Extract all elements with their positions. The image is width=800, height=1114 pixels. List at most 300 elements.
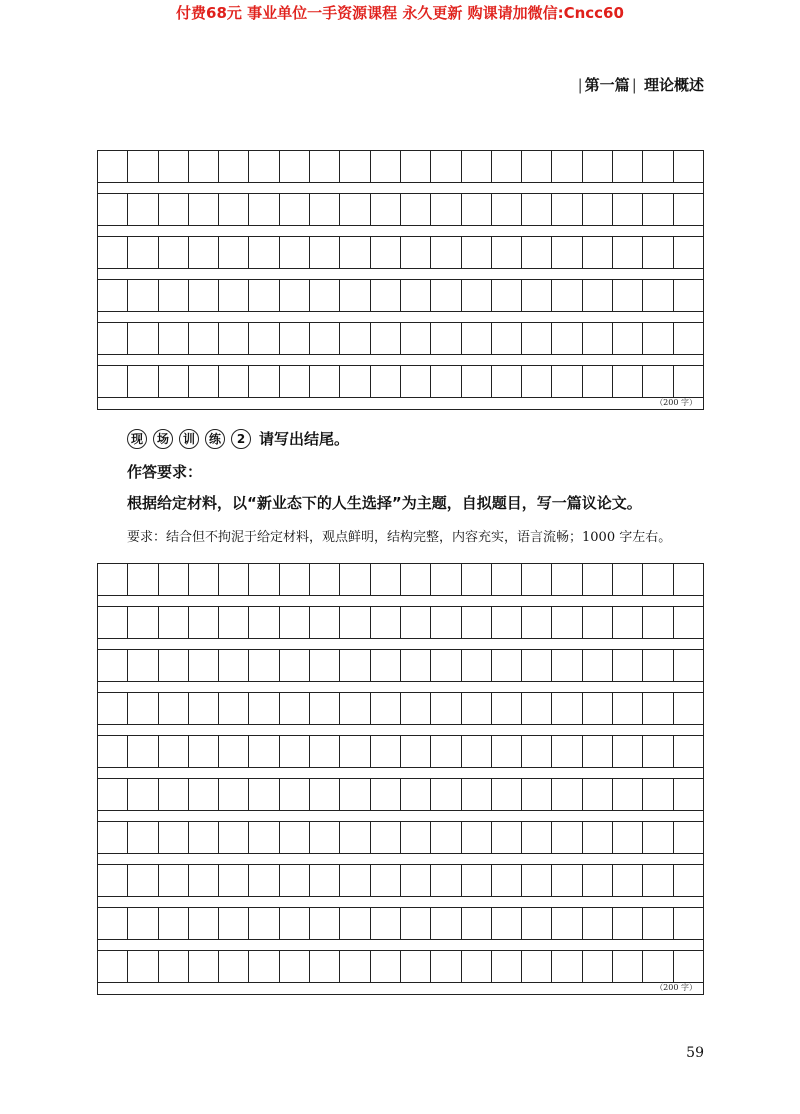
grid-cell[interactable] <box>462 736 492 767</box>
grid-cell[interactable] <box>280 366 310 397</box>
grid-cell[interactable] <box>522 323 552 354</box>
grid-cell[interactable] <box>431 951 461 982</box>
grid-cell[interactable] <box>189 736 219 767</box>
grid-cell[interactable] <box>583 194 613 225</box>
grid-cell[interactable] <box>552 951 582 982</box>
grid-cell[interactable] <box>522 908 552 939</box>
grid-cell[interactable] <box>583 280 613 311</box>
grid-cell[interactable] <box>462 194 492 225</box>
grid-cell[interactable] <box>128 822 158 853</box>
grid-cell[interactable] <box>583 650 613 681</box>
grid-cell[interactable] <box>552 564 582 595</box>
grid-cell[interactable] <box>128 564 158 595</box>
grid-cell[interactable] <box>249 237 279 268</box>
grid-cell[interactable] <box>492 564 522 595</box>
grid-cell[interactable] <box>462 564 492 595</box>
grid-cell[interactable] <box>219 194 249 225</box>
grid-cell[interactable] <box>219 693 249 724</box>
grid-cell[interactable] <box>613 194 643 225</box>
grid-cell[interactable] <box>674 237 703 268</box>
grid-cell[interactable] <box>189 323 219 354</box>
grid-cell[interactable] <box>189 237 219 268</box>
grid-cell[interactable] <box>98 650 128 681</box>
grid-cell[interactable] <box>462 693 492 724</box>
grid-cell[interactable] <box>159 951 189 982</box>
grid-cell[interactable] <box>371 908 401 939</box>
grid-cell[interactable] <box>643 564 673 595</box>
grid-cell[interactable] <box>492 151 522 182</box>
grid-cell[interactable] <box>128 237 158 268</box>
grid-cell[interactable] <box>219 779 249 810</box>
grid-cell[interactable] <box>552 865 582 896</box>
grid-cell[interactable] <box>340 151 370 182</box>
grid-cell[interactable] <box>462 650 492 681</box>
grid-cell[interactable] <box>552 280 582 311</box>
grid-cell[interactable] <box>280 607 310 638</box>
grid-cell[interactable] <box>371 650 401 681</box>
grid-cell[interactable] <box>280 908 310 939</box>
grid-cell[interactable] <box>280 237 310 268</box>
grid-cell[interactable] <box>340 194 370 225</box>
grid-cell[interactable] <box>401 323 431 354</box>
grid-cell[interactable] <box>643 194 673 225</box>
grid-cell[interactable] <box>583 908 613 939</box>
grid-cell[interactable] <box>492 650 522 681</box>
grid-cell[interactable] <box>401 865 431 896</box>
grid-cell[interactable] <box>583 607 613 638</box>
grid-cell[interactable] <box>613 607 643 638</box>
grid-cell[interactable] <box>674 693 703 724</box>
grid-cell[interactable] <box>462 951 492 982</box>
grid-cell[interactable] <box>462 865 492 896</box>
grid-cell[interactable] <box>522 865 552 896</box>
grid-cell[interactable] <box>249 607 279 638</box>
grid-cell[interactable] <box>189 151 219 182</box>
grid-cell[interactable] <box>159 607 189 638</box>
grid-cell[interactable] <box>219 366 249 397</box>
grid-cell[interactable] <box>401 151 431 182</box>
grid-cell[interactable] <box>280 194 310 225</box>
grid-cell[interactable] <box>159 194 189 225</box>
grid-cell[interactable] <box>552 366 582 397</box>
grid-cell[interactable] <box>552 822 582 853</box>
grid-cell[interactable] <box>98 280 128 311</box>
grid-cell[interactable] <box>159 908 189 939</box>
grid-cell[interactable] <box>462 323 492 354</box>
grid-cell[interactable] <box>522 822 552 853</box>
grid-cell[interactable] <box>643 650 673 681</box>
grid-cell[interactable] <box>159 280 189 311</box>
grid-cell[interactable] <box>492 366 522 397</box>
grid-cell[interactable] <box>189 908 219 939</box>
grid-cell[interactable] <box>219 951 249 982</box>
grid-cell[interactable] <box>401 908 431 939</box>
grid-cell[interactable] <box>492 194 522 225</box>
grid-cell[interactable] <box>613 951 643 982</box>
grid-cell[interactable] <box>643 237 673 268</box>
grid-cell[interactable] <box>98 323 128 354</box>
grid-cell[interactable] <box>159 779 189 810</box>
grid-cell[interactable] <box>371 951 401 982</box>
grid-cell[interactable] <box>552 151 582 182</box>
grid-cell[interactable] <box>189 194 219 225</box>
grid-cell[interactable] <box>674 865 703 896</box>
grid-cell[interactable] <box>371 736 401 767</box>
grid-cell[interactable] <box>522 237 552 268</box>
grid-cell[interactable] <box>340 280 370 311</box>
grid-cell[interactable] <box>583 151 613 182</box>
grid-cell[interactable] <box>371 194 401 225</box>
grid-cell[interactable] <box>492 908 522 939</box>
grid-cell[interactable] <box>674 366 703 397</box>
grid-cell[interactable] <box>219 237 249 268</box>
grid-cell[interactable] <box>522 607 552 638</box>
writing-grid-top[interactable] <box>97 150 704 410</box>
grid-cell[interactable] <box>401 951 431 982</box>
grid-cell[interactable] <box>431 693 461 724</box>
grid-cell[interactable] <box>583 779 613 810</box>
grid-cell[interactable] <box>310 280 340 311</box>
grid-cell[interactable] <box>462 366 492 397</box>
grid-cell[interactable] <box>462 822 492 853</box>
grid-cell[interactable] <box>128 323 158 354</box>
grid-cell[interactable] <box>128 607 158 638</box>
grid-cell[interactable] <box>310 366 340 397</box>
grid-cell[interactable] <box>674 564 703 595</box>
grid-cell[interactable] <box>310 194 340 225</box>
grid-cell[interactable] <box>583 564 613 595</box>
grid-cell[interactable] <box>189 564 219 595</box>
grid-cell[interactable] <box>643 693 673 724</box>
grid-cell[interactable] <box>189 822 219 853</box>
grid-cell[interactable] <box>401 194 431 225</box>
grid-cell[interactable] <box>310 237 340 268</box>
grid-cell[interactable] <box>613 865 643 896</box>
grid-cell[interactable] <box>583 693 613 724</box>
grid-cell[interactable] <box>552 607 582 638</box>
grid-cell[interactable] <box>219 280 249 311</box>
grid-cell[interactable] <box>613 237 643 268</box>
grid-cell[interactable] <box>674 822 703 853</box>
grid-cell[interactable] <box>492 237 522 268</box>
grid-cell[interactable] <box>371 323 401 354</box>
grid-cell[interactable] <box>159 366 189 397</box>
grid-cell[interactable] <box>674 736 703 767</box>
grid-cell[interactable] <box>128 908 158 939</box>
grid-cell[interactable] <box>128 650 158 681</box>
grid-cell[interactable] <box>522 564 552 595</box>
grid-cell[interactable] <box>431 323 461 354</box>
grid-cell[interactable] <box>431 650 461 681</box>
grid-cell[interactable] <box>431 865 461 896</box>
grid-cell[interactable] <box>583 822 613 853</box>
grid-cell[interactable] <box>189 607 219 638</box>
grid-cell[interactable] <box>189 779 219 810</box>
grid-cell[interactable] <box>98 607 128 638</box>
grid-cell[interactable] <box>371 564 401 595</box>
grid-cell[interactable] <box>492 323 522 354</box>
grid-cell[interactable] <box>522 736 552 767</box>
grid-cell[interactable] <box>280 693 310 724</box>
grid-cell[interactable] <box>340 607 370 638</box>
grid-cell[interactable] <box>431 194 461 225</box>
grid-cell[interactable] <box>613 908 643 939</box>
grid-cell[interactable] <box>674 194 703 225</box>
grid-cell[interactable] <box>159 650 189 681</box>
grid-cell[interactable] <box>583 237 613 268</box>
grid-cell[interactable] <box>219 607 249 638</box>
grid-cell[interactable] <box>249 822 279 853</box>
grid-cell[interactable] <box>98 564 128 595</box>
grid-cell[interactable] <box>159 151 189 182</box>
grid-cell[interactable] <box>310 822 340 853</box>
grid-cell[interactable] <box>340 908 370 939</box>
grid-cell[interactable] <box>462 151 492 182</box>
grid-cell[interactable] <box>159 564 189 595</box>
grid-cell[interactable] <box>189 366 219 397</box>
grid-cell[interactable] <box>98 366 128 397</box>
grid-cell[interactable] <box>401 650 431 681</box>
grid-cell[interactable] <box>522 650 552 681</box>
grid-cell[interactable] <box>98 736 128 767</box>
grid-cell[interactable] <box>340 237 370 268</box>
grid-cell[interactable] <box>189 280 219 311</box>
grid-cell[interactable] <box>674 951 703 982</box>
grid-cell[interactable] <box>462 779 492 810</box>
grid-cell[interactable] <box>613 779 643 810</box>
grid-cell[interactable] <box>280 151 310 182</box>
grid-cell[interactable] <box>128 865 158 896</box>
grid-cell[interactable] <box>249 650 279 681</box>
grid-cell[interactable] <box>522 951 552 982</box>
grid-cell[interactable] <box>613 280 643 311</box>
grid-cell[interactable] <box>613 366 643 397</box>
grid-cell[interactable] <box>674 908 703 939</box>
grid-cell[interactable] <box>219 865 249 896</box>
grid-cell[interactable] <box>613 736 643 767</box>
grid-cell[interactable] <box>249 564 279 595</box>
grid-cell[interactable] <box>431 908 461 939</box>
grid-cell[interactable] <box>462 607 492 638</box>
grid-cell[interactable] <box>98 237 128 268</box>
grid-cell[interactable] <box>583 865 613 896</box>
grid-cell[interactable] <box>401 280 431 311</box>
grid-cell[interactable] <box>128 951 158 982</box>
grid-cell[interactable] <box>310 736 340 767</box>
grid-cell[interactable] <box>492 865 522 896</box>
grid-cell[interactable] <box>492 736 522 767</box>
grid-cell[interactable] <box>310 323 340 354</box>
grid-cell[interactable] <box>219 564 249 595</box>
grid-cell[interactable] <box>219 323 249 354</box>
grid-cell[interactable] <box>674 607 703 638</box>
grid-cell[interactable] <box>643 779 673 810</box>
grid-cell[interactable] <box>98 951 128 982</box>
grid-cell[interactable] <box>643 865 673 896</box>
grid-cell[interactable] <box>249 865 279 896</box>
grid-cell[interactable] <box>310 650 340 681</box>
grid-cell[interactable] <box>674 650 703 681</box>
grid-cell[interactable] <box>98 822 128 853</box>
grid-cell[interactable] <box>310 151 340 182</box>
grid-cell[interactable] <box>340 323 370 354</box>
grid-cell[interactable] <box>310 693 340 724</box>
grid-cell[interactable] <box>674 151 703 182</box>
grid-cell[interactable] <box>98 908 128 939</box>
grid-cell[interactable] <box>280 865 310 896</box>
grid-cell[interactable] <box>159 237 189 268</box>
grid-cell[interactable] <box>552 194 582 225</box>
grid-cell[interactable] <box>128 194 158 225</box>
grid-cell[interactable] <box>219 736 249 767</box>
grid-cell[interactable] <box>431 779 461 810</box>
grid-cell[interactable] <box>249 323 279 354</box>
grid-cell[interactable] <box>128 151 158 182</box>
grid-cell[interactable] <box>371 151 401 182</box>
grid-cell[interactable] <box>98 194 128 225</box>
grid-cell[interactable] <box>310 951 340 982</box>
grid-cell[interactable] <box>98 865 128 896</box>
grid-cell[interactable] <box>431 237 461 268</box>
grid-cell[interactable] <box>431 607 461 638</box>
grid-cell[interactable] <box>522 693 552 724</box>
grid-cell[interactable] <box>310 779 340 810</box>
grid-cell[interactable] <box>462 237 492 268</box>
grid-cell[interactable] <box>159 693 189 724</box>
grid-cell[interactable] <box>340 366 370 397</box>
grid-cell[interactable] <box>462 908 492 939</box>
grid-cell[interactable] <box>340 951 370 982</box>
grid-cell[interactable] <box>522 366 552 397</box>
grid-cell[interactable] <box>310 607 340 638</box>
grid-cell[interactable] <box>674 323 703 354</box>
grid-cell[interactable] <box>401 607 431 638</box>
grid-cell[interactable] <box>552 779 582 810</box>
grid-cell[interactable] <box>431 736 461 767</box>
grid-cell[interactable] <box>249 908 279 939</box>
grid-cell[interactable] <box>583 366 613 397</box>
grid-cell[interactable] <box>643 951 673 982</box>
grid-cell[interactable] <box>371 607 401 638</box>
grid-cell[interactable] <box>128 693 158 724</box>
grid-cell[interactable] <box>280 280 310 311</box>
grid-cell[interactable] <box>583 951 613 982</box>
grid-cell[interactable] <box>401 779 431 810</box>
grid-cell[interactable] <box>98 779 128 810</box>
grid-cell[interactable] <box>492 280 522 311</box>
grid-cell[interactable] <box>340 865 370 896</box>
writing-grid-bottom[interactable] <box>97 563 704 995</box>
grid-cell[interactable] <box>401 736 431 767</box>
grid-cell[interactable] <box>371 693 401 724</box>
grid-cell[interactable] <box>552 650 582 681</box>
grid-cell[interactable] <box>674 779 703 810</box>
grid-cell[interactable] <box>643 736 673 767</box>
grid-cell[interactable] <box>401 822 431 853</box>
grid-cell[interactable] <box>249 951 279 982</box>
grid-cell[interactable] <box>128 280 158 311</box>
grid-cell[interactable] <box>643 280 673 311</box>
grid-cell[interactable] <box>98 693 128 724</box>
grid-cell[interactable] <box>280 779 310 810</box>
grid-cell[interactable] <box>249 736 279 767</box>
grid-cell[interactable] <box>401 237 431 268</box>
grid-cell[interactable] <box>431 151 461 182</box>
grid-cell[interactable] <box>552 693 582 724</box>
grid-cell[interactable] <box>401 366 431 397</box>
grid-cell[interactable] <box>128 366 158 397</box>
grid-cell[interactable] <box>280 564 310 595</box>
grid-cell[interactable] <box>310 908 340 939</box>
grid-cell[interactable] <box>674 280 703 311</box>
grid-cell[interactable] <box>219 650 249 681</box>
grid-cell[interactable] <box>249 366 279 397</box>
grid-cell[interactable] <box>280 822 310 853</box>
grid-cell[interactable] <box>340 736 370 767</box>
grid-cell[interactable] <box>159 822 189 853</box>
grid-cell[interactable] <box>280 323 310 354</box>
grid-cell[interactable] <box>492 822 522 853</box>
grid-cell[interactable] <box>401 564 431 595</box>
grid-cell[interactable] <box>643 323 673 354</box>
grid-cell[interactable] <box>552 237 582 268</box>
grid-cell[interactable] <box>552 323 582 354</box>
grid-cell[interactable] <box>431 564 461 595</box>
grid-cell[interactable] <box>310 564 340 595</box>
grid-cell[interactable] <box>159 736 189 767</box>
grid-cell[interactable] <box>522 151 552 182</box>
grid-cell[interactable] <box>340 650 370 681</box>
grid-cell[interactable] <box>340 822 370 853</box>
grid-cell[interactable] <box>280 650 310 681</box>
grid-cell[interactable] <box>219 822 249 853</box>
grid-cell[interactable] <box>431 366 461 397</box>
grid-cell[interactable] <box>249 194 279 225</box>
grid-cell[interactable] <box>431 280 461 311</box>
grid-cell[interactable] <box>189 951 219 982</box>
grid-cell[interactable] <box>643 151 673 182</box>
grid-cell[interactable] <box>159 323 189 354</box>
grid-cell[interactable] <box>613 822 643 853</box>
grid-cell[interactable] <box>613 151 643 182</box>
grid-cell[interactable] <box>340 693 370 724</box>
grid-cell[interactable] <box>522 779 552 810</box>
grid-cell[interactable] <box>492 607 522 638</box>
grid-cell[interactable] <box>643 366 673 397</box>
grid-cell[interactable] <box>552 908 582 939</box>
grid-cell[interactable] <box>613 693 643 724</box>
grid-cell[interactable] <box>219 151 249 182</box>
grid-cell[interactable] <box>371 280 401 311</box>
grid-cell[interactable] <box>280 736 310 767</box>
grid-cell[interactable] <box>583 323 613 354</box>
grid-cell[interactable] <box>643 822 673 853</box>
grid-cell[interactable] <box>492 779 522 810</box>
grid-cell[interactable] <box>643 607 673 638</box>
grid-cell[interactable] <box>371 366 401 397</box>
grid-cell[interactable] <box>371 237 401 268</box>
grid-cell[interactable] <box>340 779 370 810</box>
grid-cell[interactable] <box>492 693 522 724</box>
grid-cell[interactable] <box>189 865 219 896</box>
grid-cell[interactable] <box>249 151 279 182</box>
grid-cell[interactable] <box>128 779 158 810</box>
grid-cell[interactable] <box>340 564 370 595</box>
grid-cell[interactable] <box>98 151 128 182</box>
grid-cell[interactable] <box>522 280 552 311</box>
grid-cell[interactable] <box>189 650 219 681</box>
grid-cell[interactable] <box>371 779 401 810</box>
